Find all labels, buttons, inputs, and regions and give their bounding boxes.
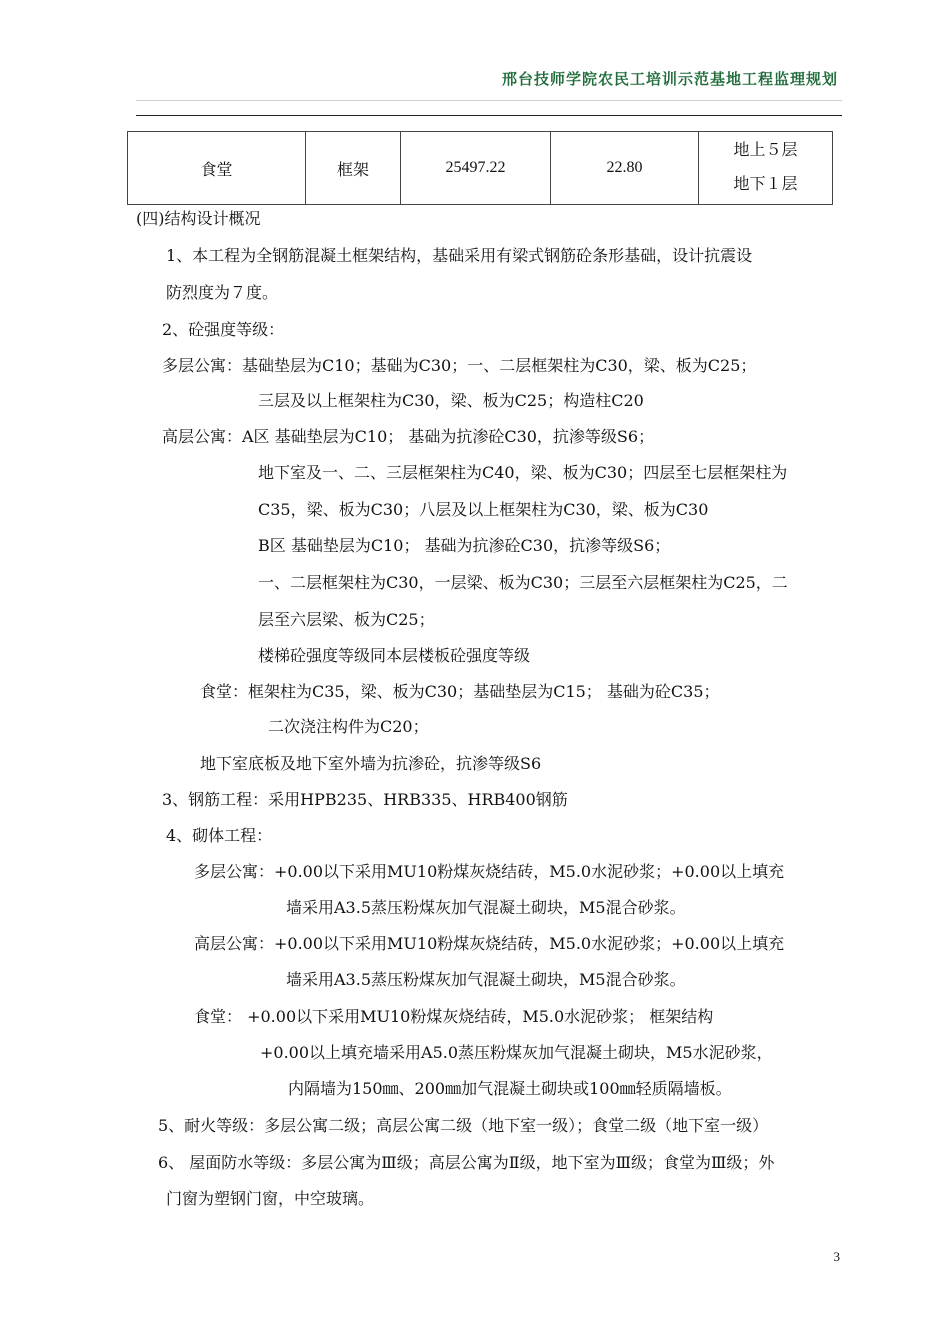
masonry-high-line1: 高层公寓：+0.00以下采用MU10粉煤灰烧结砖，M5.0水泥砂浆；+0.00以上填充: [194, 934, 785, 953]
high-b-line3: 层至六层梁、板为C25；: [258, 610, 435, 629]
header-rule-thick: [136, 115, 842, 116]
high-a-line3: C35，梁、板为C30；八层及以上框架柱为C30，梁、板为C30: [258, 500, 709, 519]
item3: 3、钢筋工程：采用HPB235、HRB335、HRB400钢筋: [162, 790, 568, 809]
cell-building-name: 食堂: [128, 132, 306, 205]
item2-title: 2、砼强度等级：: [162, 320, 285, 339]
multi-line1: 多层公寓：基础垫层为C10；基础为C30；一、二层框架柱为C30，梁、板为C25；: [162, 356, 757, 375]
high-b-line1: B区 基础垫层为C10； 基础为抗渗砼C30，抗渗等级S6；: [258, 536, 671, 555]
masonry-multi-line1: 多层公寓：+0.00以下采用MU10粉煤灰烧结砖，M5.0水泥砂浆；+0.00以上填充: [194, 862, 785, 881]
floors-below: 地下１层: [733, 176, 798, 193]
canteen-line1: 食堂：框架柱为C35，梁、板为C30；基础垫层为C15； 基础为砼C35；: [200, 682, 720, 701]
document-header-title: 邢台技师学院农民工培训示范基地工程监理规划: [501, 70, 838, 88]
high-b-line2: 一、二层框架柱为C30，一层梁、板为C30；三层至六层框架柱为C25，二: [258, 573, 788, 592]
masonry-multi-line2: 墙采用A3.5蒸压粉煤灰加气混凝土砌块，M5混合砂浆。: [286, 898, 686, 917]
stair-line: 楼梯砼强度等级同本层楼板砼强度等级: [258, 646, 531, 665]
cell-floors: [699, 132, 833, 205]
cell-area: 25497.22: [401, 132, 551, 205]
cell-structure: 框架: [306, 132, 401, 205]
item1-line2: 防烈度为７度。: [166, 283, 279, 302]
canteen-line2: 二次浇注构件为C20；: [268, 717, 429, 736]
masonry-canteen-line1: 食堂： +0.00以下采用MU10粉煤灰烧结砖，M5.0水泥砂浆； 框架结构: [194, 1007, 714, 1026]
item6-line1: 6、 屋面防水等级：多层公寓为Ⅲ级；高层公寓为Ⅱ级，地下室为Ⅲ级；食堂为Ⅲ级；外: [158, 1153, 775, 1172]
multi-line2: 三层及以上框架柱为C30，梁、板为C25；构造柱C20: [258, 391, 644, 410]
page-number: 3: [833, 1249, 840, 1264]
floors-above: 地上５层: [733, 142, 798, 159]
header-rule-thin: [136, 100, 842, 101]
item1-line1: 1、本工程为全钢筋混凝土框架结构，基础采用有梁式钢筋砼条形基础，设计抗震设: [166, 246, 753, 265]
cell-height: 22.80: [551, 132, 699, 205]
item4-title: 4、砌体工程：: [166, 826, 273, 845]
basement-line: 地下室底板及地下室外墙为抗渗砼，抗渗等级S6: [200, 754, 542, 773]
item5: 5、耐火等级：多层公寓二级；高层公寓二级（地下室一级）；食堂二级（地下室一级）: [158, 1116, 769, 1135]
high-a-line1: 高层公寓：A区 基础垫层为C10； 基础为抗渗砼C30，抗渗等级S6；: [162, 427, 655, 446]
table-row: [128, 132, 833, 205]
section-title: (四)结构设计概况: [136, 209, 261, 228]
masonry-canteen-line3: 内隔墙为150㎜、200㎜加气混凝土砌块或100㎜轻质隔墙板。: [288, 1079, 732, 1098]
masonry-high-line2: 墙采用A3.5蒸压粉煤灰加气混凝土砌块，M5混合砂浆。: [286, 970, 686, 989]
building-info-table: [127, 131, 833, 205]
masonry-canteen-line2: +0.00以上填充墙采用A5.0蒸压粉煤灰加气混凝土砌块，M5水泥砂浆，: [260, 1043, 773, 1062]
item6-line2: 门窗为塑钢门窗，中空玻璃。: [166, 1189, 375, 1208]
high-a-line2: 地下室及一、二、三层框架柱为C40，梁、板为C30；四层至七层框架柱为: [258, 463, 788, 482]
